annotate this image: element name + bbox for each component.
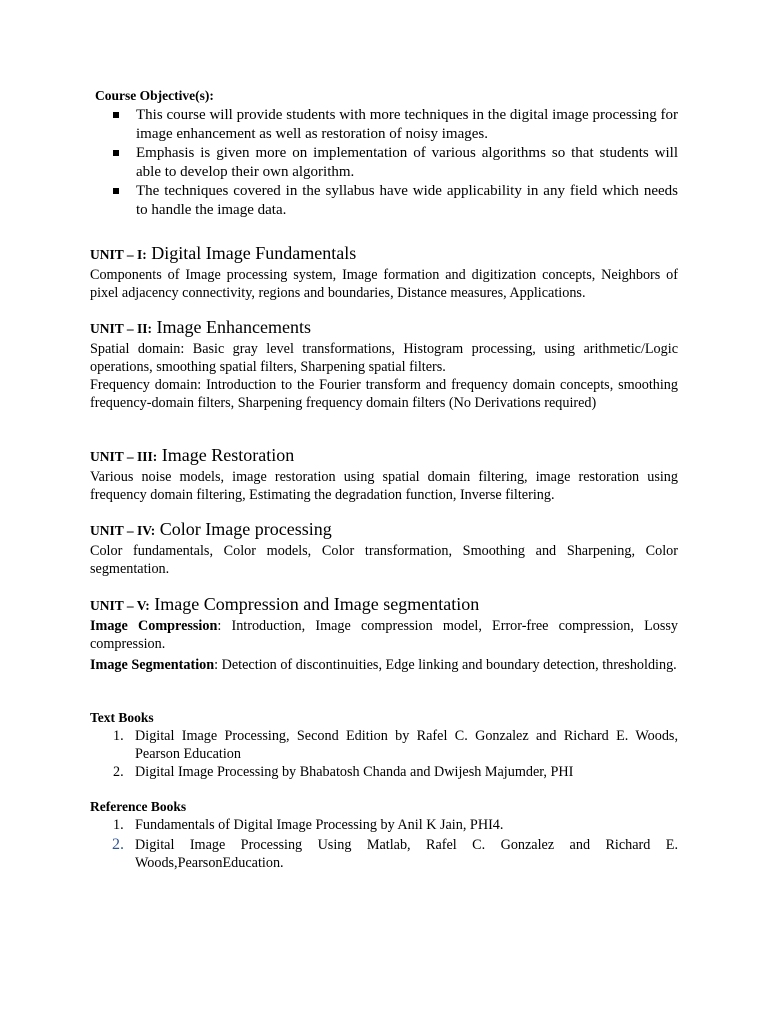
unit-2-section xyxy=(90,316,678,412)
unit-1-section xyxy=(90,242,678,302)
reference-books-section xyxy=(90,798,678,872)
reference-book-item: 2. Digital Image Processing Using Matlab, Rafel C. Gonzalez and Richard E. Woods,PearsonEducation. xyxy=(112,836,678,871)
unit-4-heading xyxy=(90,518,678,542)
reference-books-heading: Reference Books xyxy=(90,799,187,814)
unit-4-paragraph: Color fundamentals, Color models, Color transformation, Smoothing and Sharpening, Color segmentation. xyxy=(90,543,678,577)
unit-1-paragraph: Components of Image processing system, Image formation and digitization concepts, Neighbors of pixel adjacency connectivity, regions and boundaries, Distance measures, Applications. xyxy=(90,267,678,301)
unit-5-segmentation-paragraph xyxy=(90,656,678,674)
unit-2-body xyxy=(90,340,678,412)
unit-1-heading xyxy=(90,242,678,266)
text-book-item: 2. Digital Image Processing by Bhabatosh Chanda and Dwijesh Majumder, PHI xyxy=(113,764,574,780)
segmentation-lead: Image Segmentation xyxy=(90,657,215,673)
objective-item: The techniques covered in the syllabus have wide applicability in any field which needs to handle the image data. xyxy=(113,182,678,220)
segmentation-text: : Detection of discontinuities, Edge linking and boundary detection, thresholding. xyxy=(214,657,677,673)
text-books-heading: Text Books xyxy=(90,710,154,725)
unit-3-section xyxy=(90,444,678,504)
unit-1-body xyxy=(90,266,678,302)
unit-5-section xyxy=(90,593,678,674)
objective-item: This course will provide students with more techniques in the digital image processing for image enhancement as well as restoration of noisy images. xyxy=(113,106,678,144)
text-books-section xyxy=(90,709,678,781)
objectives-list xyxy=(113,106,678,220)
unit-4-section xyxy=(90,518,678,578)
unit-3-heading xyxy=(90,444,678,468)
unit-5-title: Image Compression and Image segmentation xyxy=(154,594,480,614)
compression-text: : Introduction, Image compression model, Error-free compression, Lossy compression. xyxy=(90,618,678,652)
list-number: 2. xyxy=(112,836,124,853)
square-bullet-icon xyxy=(113,150,119,156)
unit-2-prefix: UNIT – II: xyxy=(90,321,153,336)
unit-3-prefix: UNIT – III: xyxy=(90,449,158,464)
list-number: 1. xyxy=(113,728,124,744)
unit-4-prefix: UNIT – IV: xyxy=(90,523,156,538)
unit-2-heading xyxy=(90,316,678,340)
unit-2-title: Image Enhancements xyxy=(156,317,311,337)
reference-book-item: 1. Fundamentals of Digital Image Processing by Anil K Jain, PHI4. xyxy=(113,817,504,833)
text-book-item: 1. Digital Image Processing, Second Edition by Rafel C. Gonzalez and Richard E. Woods, Pearson Education xyxy=(113,728,678,762)
unit-4-body xyxy=(90,542,678,578)
square-bullet-icon xyxy=(113,188,119,194)
unit-1-title: Digital Image Fundamentals xyxy=(151,243,357,263)
unit-4-title: Color Image processing xyxy=(159,519,332,539)
square-bullet-icon xyxy=(113,112,119,118)
unit-3-paragraph: Various noise models, image restoration using spatial domain filtering, image restoration using frequency domain filtering, Estimating the degradation function, Inverse filtering. xyxy=(90,469,678,503)
unit-2-paragraph-spatial: Spatial domain: Basic gray level transformations, Histogram processing, using arithmetic/Logic operations, smoothing spatial filters, Sharpening spatial filters. xyxy=(90,341,678,375)
objective-item: Emphasis is given more on implementation of various algorithms so that students will able to develop their own algorithm. xyxy=(113,144,678,182)
compression-lead: Image Compression xyxy=(90,618,218,634)
reference-books-list xyxy=(90,816,678,872)
unit-1-prefix: UNIT – I: xyxy=(90,247,147,262)
text-books-list xyxy=(90,727,678,781)
unit-3-body xyxy=(90,468,678,504)
list-number: 1. xyxy=(113,817,124,833)
unit-3-title: Image Restoration xyxy=(161,445,295,465)
unit-5-compression-paragraph xyxy=(90,617,678,653)
unit-5-body xyxy=(90,617,678,674)
list-number: 2. xyxy=(113,764,124,780)
unit-5-heading xyxy=(90,593,678,617)
unit-2-paragraph-frequency: Frequency domain: Introduction to the Fourier transform and frequency domain concepts, smoothing frequency-domain filters, Sharpening frequency domain filters (No Derivations required) xyxy=(90,377,678,411)
course-objectives-heading: Course Objective(s): xyxy=(95,88,214,103)
unit-5-prefix: UNIT – V: xyxy=(90,598,150,613)
